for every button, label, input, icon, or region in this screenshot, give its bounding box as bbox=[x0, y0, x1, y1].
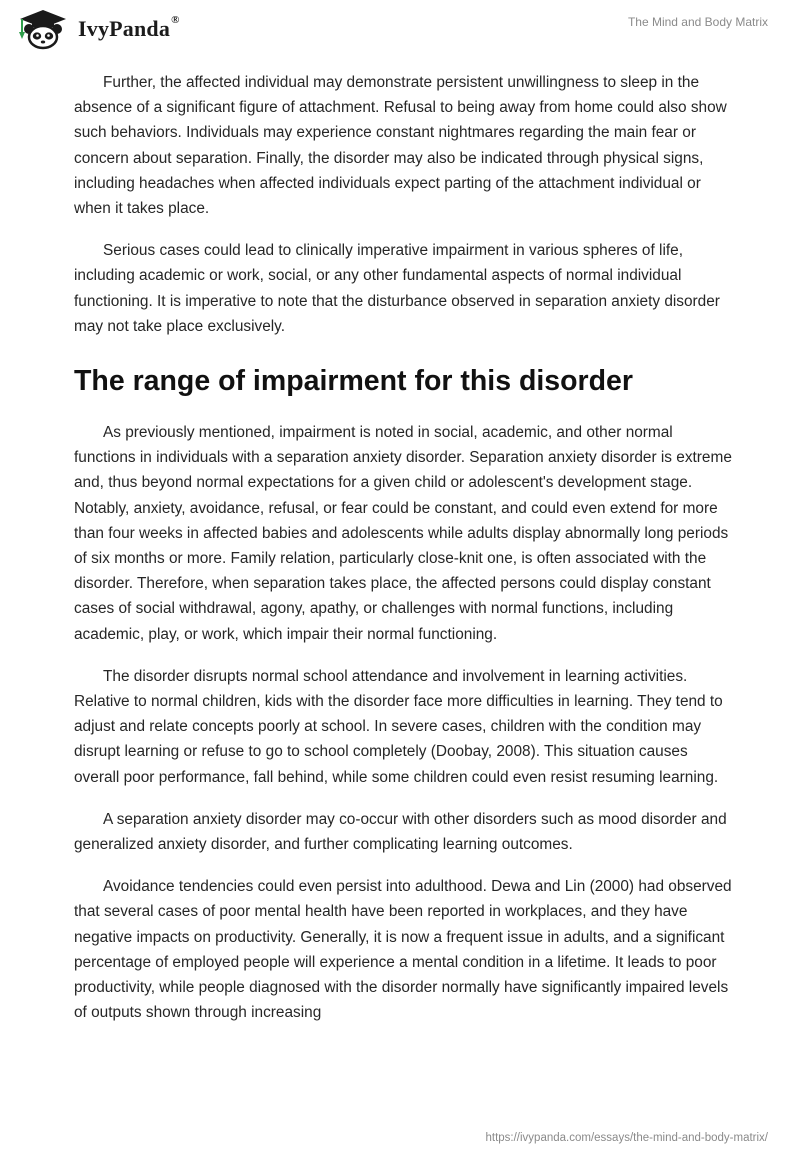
paragraph: Further, the affected individual may demonstrate persistent unwillingness to sleep in the absence of a significant figure of attachment. Refusal to being away from home could also show such behaviors. Individuals may experience constant nightmares regarding the main fear or concern about separation. Finally, the disorder may also be indicated through physical signs, including headaches when affected individuals expect parting of the attachment individual or when it takes place. bbox=[74, 74, 727, 218]
document-title: The Mind and Body Matrix bbox=[627, 15, 768, 29]
source-url[interactable]: https://ivypanda.com/essays/the-mind-and-body-matrix/ bbox=[485, 1132, 768, 1144]
paragraph: As previously mentioned, impairment is noted in social, academic, and other normal functions in individuals with a separation anxiety disorder. Separation anxiety disorder is extreme and, thus beyond normal expectations for a given child or adolescent's development stage. Notably, anxiety, avoidance, refusal, or fear could be constant, and could even extend for more than four weeks in affected babies and adolescents while adults display abnormally long periods of six months or more. Family relation, particularly close-knit one, is often associated with the disorder. Therefore, when separation takes place, the affected persons could display constant cases of social withdrawal, agony, apathy, or challenges with normal functions, including academic, play, or work, which impair their normal functioning. bbox=[74, 424, 732, 643]
brand-name bbox=[78, 16, 180, 42]
brand-logo[interactable] bbox=[14, 8, 180, 50]
panda-graduate-icon bbox=[14, 8, 72, 50]
essay-body bbox=[74, 70, 734, 1043]
page-header bbox=[0, 0, 800, 60]
registered-mark: ® bbox=[171, 14, 180, 26]
paragraph: The disorder disrupts normal school attendance and involvement in learning activities. Relative to normal children, kids with the disorder face more difficulties in learning. They tend to adjust and relate concepts poorly at school. In severe cases, children with the condition may disrupt learning or refuse to go to school completely (Doobay, 2008). This situation causes overall poor performance, fall behind, while some children could even resist resuming learning. bbox=[74, 667, 723, 786]
paragraph: A separation anxiety disorder may co-occur with other disorders such as mood disorder and generalized anxiety disorder, and further complicating learning outcomes. bbox=[74, 810, 727, 854]
brand-name-text: IvyPanda bbox=[78, 16, 171, 41]
paragraph: Serious cases could lead to clinically imperative impairment in various spheres of life, including academic or work, social, or any other fundamental aspects of normal individual functioning. It is imperative to note that the disturbance observed in separation anxiety disorder may not take place exclusively. bbox=[74, 242, 720, 335]
section-heading: The range of impairment for this disorder bbox=[74, 365, 633, 398]
paragraph: Avoidance tendencies could even persist into adulthood. Dewa and Lin (2000) had observed that several cases of poor mental health have been reported in workplaces, and they have negative impacts on productivity. Generally, it is now a frequent issue in adults, and a significant percentage of employed people will experience a mental condition in a lifetime. It leads to poor productivity, while people diagnosed with the disorder normally have significantly impaired levels of outputs shown through increasing bbox=[74, 878, 732, 1022]
